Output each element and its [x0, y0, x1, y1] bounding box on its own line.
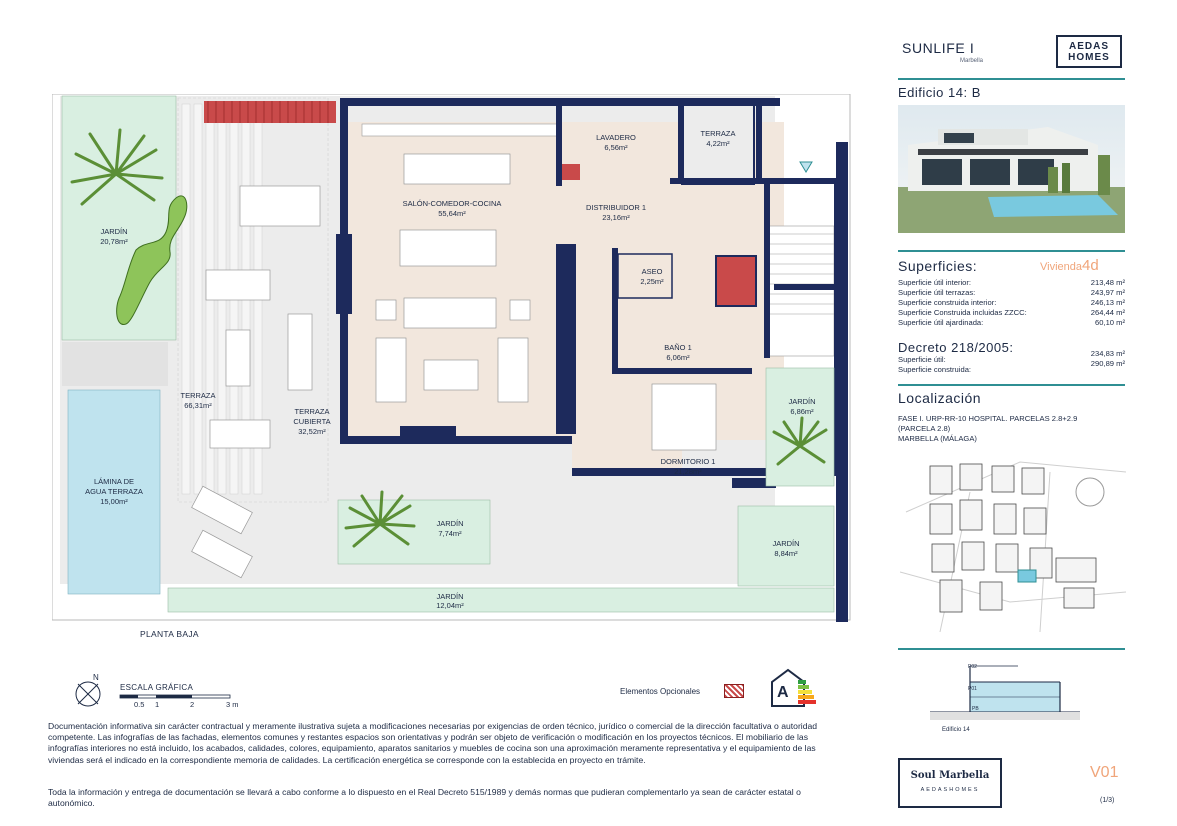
project-name: SUNLIFE I	[902, 40, 975, 56]
building-title: Edificio 14: B	[898, 85, 981, 100]
disclaimer-legal: Toda la información y entrega de documentación se llevará a cabo conforme a lo dispuesto en el Real Decreto 515/1989 y demás normas que pudieran complementarlo ya sean de carácter estatal o autonómico.	[48, 787, 801, 809]
soul-marbella-logo	[898, 758, 1002, 808]
page-indicator: (1/3)	[1100, 797, 1115, 804]
svg-text:CUBIERTA: CUBIERTA	[293, 417, 331, 426]
localizacion-title: Localización	[898, 390, 982, 406]
plan-label: PLANTA BAJA	[140, 629, 199, 639]
divider	[898, 384, 1125, 386]
svg-text:23,16m²: 23,16m²	[602, 213, 630, 222]
svg-text:6,86m²: 6,86m²	[790, 407, 814, 416]
superficie-row: Superficie Construida incluidas ZZCC: 264,44 m²	[898, 308, 1125, 317]
floor-plan	[52, 94, 852, 634]
superficies-title: Superficies:	[898, 258, 978, 274]
divider	[898, 78, 1125, 80]
svg-text:JARDÍN: JARDÍN	[100, 227, 128, 236]
garden-bottom	[168, 588, 834, 612]
svg-text:21,28m²: 21,28m²	[674, 467, 702, 476]
svg-text:6,56m²: 6,56m²	[604, 143, 628, 152]
svg-text:LÁMINA DE: LÁMINA DE	[93, 477, 135, 486]
svg-text:55,64m²: 55,64m²	[438, 209, 466, 218]
decreto-row: Superficie útil: 234,83 m²	[898, 349, 1125, 364]
scale-tick: 0.5	[134, 700, 145, 709]
svg-text:4,22m²: 4,22m²	[706, 139, 730, 148]
section-label: P02	[968, 664, 977, 670]
scale-tick: 1	[155, 700, 160, 709]
svg-text:12,04m²: 12,04m²	[436, 601, 464, 610]
version-label: V01	[1090, 764, 1119, 781]
svg-text:LAVADERO: LAVADERO	[596, 133, 636, 142]
logo-line-1: Soul Marbella	[910, 770, 990, 781]
section-caption: Edificio 14	[942, 727, 970, 733]
svg-text:6,06m²: 6,06m²	[666, 353, 690, 362]
vivienda-code: 4d	[1082, 257, 1099, 274]
energy-rating-icon	[768, 666, 818, 708]
vivienda-type	[1040, 257, 1099, 275]
svg-text:JARDÍN: JARDÍN	[772, 539, 800, 548]
superficie-row: Superficie construida interior: 246,13 m²	[898, 298, 1125, 307]
scale-tick: 3 m	[226, 700, 239, 709]
superficie-row: Superficie útil interior: 213,48 m²	[898, 278, 1125, 287]
svg-text:JARDÍN: JARDÍN	[436, 592, 464, 601]
svg-text:TERRAZA: TERRAZA	[180, 391, 216, 400]
location-line: MARBELLA (MÁLAGA)	[898, 434, 977, 443]
svg-text:AGUA TERRAZA: AGUA TERRAZA	[85, 487, 143, 496]
svg-text:BAÑO 1: BAÑO 1	[664, 343, 692, 352]
svg-text:8,84m²: 8,84m²	[774, 549, 798, 558]
svg-text:7,74m²: 7,74m²	[438, 529, 462, 538]
location-line: FASE I. URP-RR-10 HOSPITAL. PARCELAS 2.8+2.9	[898, 414, 1078, 423]
north-arrow-icon	[72, 674, 108, 710]
disclaimer-main: Documentación informativa sin carácter contractual y meramente ilustrativa sujeta a modificaciones necesarias por exigencias de orden técnico, jurídico o comercial de la dirección facultativa o autoridad competente. Las infografías de las fachadas, elementos comunes y restantes espacios son orientativas y podrán ser objeto de verificación o modificación en los proyectos técnicos. El mobiliario de las infografías interiores no está incluido, los acabados, calidades, colores, equipamiento, aparatos sanitarios y muebles de cocina son una aproximación meramente representativa y el equipamiento de las viviendas será el indicado en la correspondiente memoria de calidades. La certificación energética se corresponde con la establecida en proyecto en trámite.	[48, 721, 818, 765]
svg-text:ASEO: ASEO	[641, 267, 663, 276]
svg-text:15,00m²: 15,00m²	[100, 497, 128, 506]
svg-text:JARDÍN: JARDÍN	[788, 397, 816, 406]
section-diagram	[930, 664, 1080, 724]
project-location: Marbella	[960, 58, 984, 64]
site-plan-map	[900, 452, 1126, 632]
energy-rating-letter: A	[777, 684, 789, 701]
section-label: PB	[972, 706, 979, 712]
scale-tick: 2	[190, 700, 195, 709]
svg-text:TERRAZA: TERRAZA	[700, 129, 736, 138]
svg-text:66,31m²: 66,31m²	[184, 401, 212, 410]
svg-text:DISTRIBUIDOR 1: DISTRIBUIDOR 1	[585, 203, 647, 212]
logo-line-1: AEDAS	[1068, 41, 1109, 52]
logo-line-2: HOMES	[1068, 52, 1110, 63]
room-label: SALÓN-COMEDOR-COCINA	[402, 199, 502, 208]
garden-center	[338, 500, 490, 564]
section-label: P01	[968, 686, 977, 692]
north-label: N	[93, 673, 99, 682]
vivienda-prefix: Vivienda	[1040, 261, 1082, 273]
svg-text:32,52m²: 32,52m²	[298, 427, 326, 436]
svg-text:TERRAZA: TERRAZA	[294, 407, 330, 416]
building-render-image	[898, 105, 1125, 233]
aedas-homes-logo	[1056, 35, 1122, 68]
svg-text:DORMITORIO 1: DORMITORIO 1	[660, 457, 716, 466]
divider	[898, 648, 1125, 650]
superficie-row: Superficie útil terrazas: 243,97 m²	[898, 288, 1125, 297]
location-line: (PARCELA 2.8)	[898, 424, 951, 433]
svg-text:JARDÍN: JARDÍN	[436, 519, 464, 528]
scale-title: ESCALA GRÁFICA	[120, 683, 194, 692]
divider	[898, 250, 1125, 252]
hatch-swatch-icon	[724, 684, 744, 698]
superficie-row: Superficie útil ajardinada: 60,10 m²	[898, 318, 1125, 327]
decreto-title: Decreto 218/2005:	[898, 340, 1014, 355]
svg-text:2,25m²: 2,25m²	[640, 277, 664, 286]
decreto-row: Superficie construida: 290,89 m²	[898, 359, 1125, 374]
logo-line-2: AEDASHOMES	[920, 787, 980, 793]
optional-elements-label: Elementos Opcionales	[620, 687, 701, 696]
svg-text:20,78m²: 20,78m²	[100, 237, 128, 246]
